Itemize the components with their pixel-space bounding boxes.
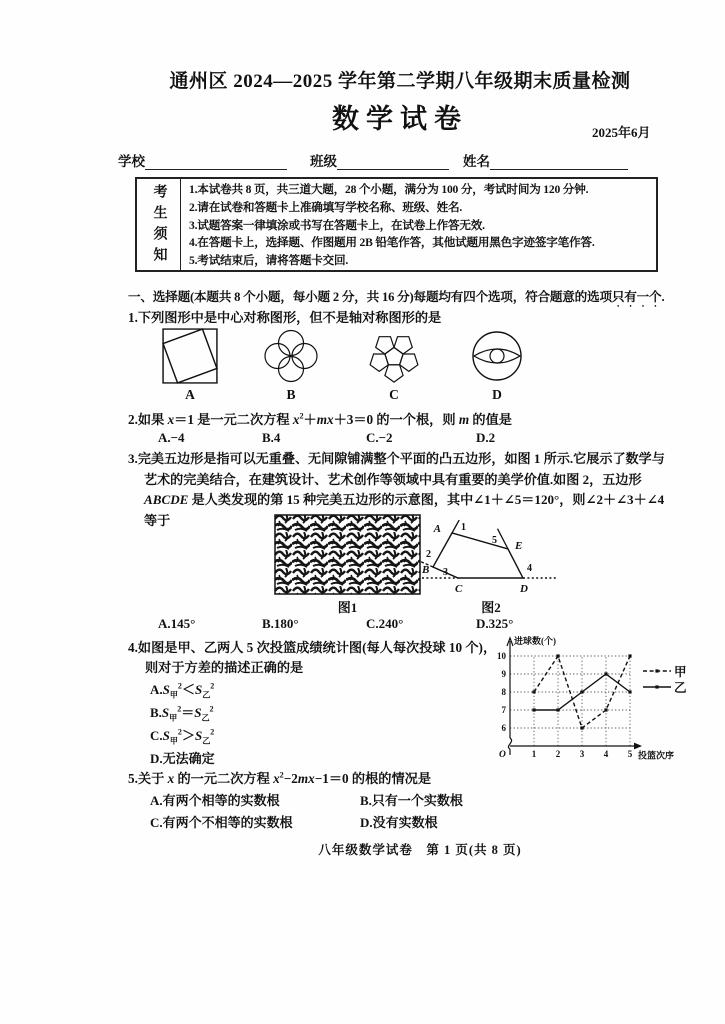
q3-figure-2-caption: 图2 [481,600,501,615]
chart-origin-label: O [499,750,506,760]
fig2-angle-1: 1 [461,522,466,533]
svg-text:1: 1 [531,749,537,759]
q4-option-b: $B.S_甲^2=S_乙^2$ [150,704,214,723]
chart-x-axis-label: 投篮次序 [638,750,675,761]
notice-side-label: 考生须知 [137,179,181,270]
page-footer: 八年级数学试卷 第 1 页(共 8 页) [318,843,522,857]
q1-figure-d-eye-in-circle [463,327,531,385]
legend-label-jia: 甲 [674,665,687,679]
q3-figure-2-pentagon-abcde [420,511,562,597]
fig2-angle-5: 5 [492,535,497,546]
q5-option-c: C.有两个不相等的实数根 [150,815,293,830]
notice-item-3: 3.试题答案一律填涂或书写在答题卡上，在试卷上作答无效. [189,218,485,232]
notice-body [181,179,656,270]
fig2-angle-4: 4 [527,563,532,574]
svg-text:6: 6 [501,723,506,733]
q2-option-b: B.4 [262,430,281,445]
q5-text: 5.关于 x 的一元二次方程 $x^2-2mx-1=0$ 的根的情况是 [128,770,432,786]
svg-text:2: 2 [555,749,561,759]
name-field-label: 姓名 [463,154,490,169]
class-blank-line [337,155,449,170]
q1-text: 1.下列图形中是中心对称图形，但不是轴对称图形的是 [128,310,442,325]
exam-date: 2025年6月 [592,125,651,140]
svg-text:7: 7 [501,705,506,715]
q3-figure-1-caption: 图1 [337,600,358,615]
legend-dashed-line-sample [642,666,672,676]
q5-option-b: B.只有一个实数根 [360,793,463,808]
svg-text:4: 4 [603,749,609,759]
q3-option-d: D.325° [476,616,514,631]
q4-option-d: D.无法确定 [150,751,215,766]
class-field [310,150,449,170]
shooting-score-line-chart [486,633,686,765]
school-field [118,150,287,170]
q5-option-a: A.有两个相等的实数根 [150,793,280,808]
name-blank-line [490,155,628,170]
q1-figure-label-b: B [286,387,296,402]
notice-item-5: 5.考试结束后，请将答题卡交回. [189,254,349,268]
notice-item-4: 4.在答题卡上，选择题、作图题用 2B 铅笔作答，其他试题用黑色字迹签字笔作答. [189,236,595,250]
svg-text:9: 9 [501,669,506,679]
q4-option-c: $C.S_甲^2>S_乙^2$ [150,727,215,746]
legend-item-yi [642,679,687,695]
q4-option-a: $A.S_甲^2<S_乙^2$ [150,681,215,700]
q2-text: 2.如果 x＝1 是一元二次方程 $x^2+mx+3=0$ 的一个根，则 m 的值是 [128,411,512,427]
q2-option-c: C.−2 [366,430,393,445]
section-1-prefix: 一、选择题(本题共 8 个小题，每小题 2 分，共 16 分)每题均有四个选项，符合题意的选项 [128,290,612,304]
school-blank-line [145,155,287,170]
svg-text:10: 10 [497,651,506,661]
section-1-emphasis: 只有一个 [611,290,662,304]
q3-option-b: B.180° [262,616,299,631]
notice-item-2: 2.请在试卷和答题卡上准确填写学校名称、班级、姓名. [189,200,463,214]
name-field [463,150,628,170]
q1-figure-b-four-circles [257,327,325,385]
fig2-vertex-b: B [422,564,430,576]
notice-item-1: 1.本试卷共 8 页，共三道大题，28 个小题，满分为 100 分，考试时间为 120 分钟. [189,183,589,196]
q1-figure-a-square-in-square [156,327,224,385]
q3-text: 3.完美五边形是指可以无重叠、无间隙铺满整个平面的凸五边形，如图 1 所示.它展示了数学与艺术的完美结合，在建筑设计、艺术创作等领域中具有重要的美学价值.如图 2，五边形 ABCDE 是人类发现的第 15 种完美五边形的示意图，其中∠1＋∠5＝120°，则∠2＋∠3＋∠4 等于 [128,451,665,528]
school-field-label: 学校 [118,154,145,169]
q1-figure-c-pentagon-flower [359,326,429,388]
notice-box [135,177,658,272]
q2-option-d: D.2 [476,430,496,445]
q1-figure-label-d: D [492,387,502,402]
fig2-vertex-e: E [515,540,523,552]
q2-option-a: A.−4 [158,430,185,445]
q3-option-c: C.240° [366,616,404,631]
q4-text-line1: 4.如图是甲、乙两人 5 次投篮成绩统计图(每人每次投球 10 个)， [128,640,497,655]
fig2-vertex-d: D [520,583,528,595]
svg-text:8: 8 [501,687,506,697]
svg-text:3: 3 [579,749,585,759]
fig2-angle-2: 2 [426,549,431,560]
q5-option-d: D.没有实数根 [360,815,438,830]
legend-item-jia [642,663,687,679]
q4-text-line2: 则对于方差的描述正确的是 [145,660,304,675]
svg-text:5: 5 [627,749,633,759]
chart-y-axis-label: 进球数(个) [514,636,556,646]
q1-figure-label-a: A [185,387,195,402]
q3-option-a: A.145° [158,616,196,631]
legend-solid-line-sample [642,682,672,692]
paper-title: 数学试卷 [332,104,468,134]
q1-figure-label-c: C [389,387,399,402]
fig2-angle-3: 3 [443,567,448,578]
q3-figure-1-tessellation-texture [274,514,421,595]
fig2-vertex-a: A [433,523,441,535]
class-field-label: 班级 [310,154,337,169]
fig2-vertex-c: C [455,583,463,595]
student-info-row [0,150,725,172]
section-1-suffix: . [661,290,665,304]
chart-legend [642,663,687,695]
exam-title: 通州区 2024—2025 学年第二学期八年级期末质量检测 [169,71,631,92]
legend-label-yi: 乙 [674,681,687,695]
